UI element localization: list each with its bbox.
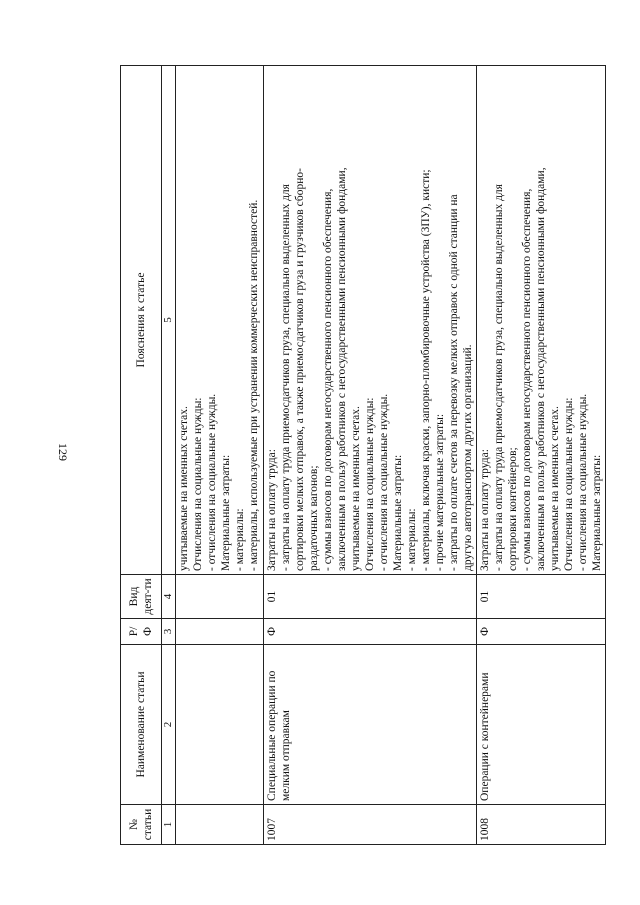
note-line: - материалы, включая краски, запорно-пломбировочные устройства (ЗПУ), кисти;	[419, 169, 432, 571]
item-notes	[476, 66, 605, 575]
header-explanations: Пояснения к статье	[121, 66, 162, 575]
item-activity-type: 01	[263, 575, 476, 619]
item-notes	[176, 66, 263, 575]
item-activity-type: 01	[476, 575, 605, 619]
cost-items-table	[120, 65, 606, 845]
header-activity-type: Вид деят-ти	[121, 575, 162, 619]
note-line: Материальные затраты:	[391, 454, 404, 571]
note-line: заключенным в пользу работников с негосударственными пенсионными фондами,	[534, 167, 547, 571]
note-line: - материалы:	[234, 508, 247, 571]
note-line: - материалы:	[405, 508, 418, 571]
table-row	[476, 66, 605, 845]
column-number: 1	[162, 805, 176, 845]
note-line: сортировки контейнеров;	[506, 447, 519, 571]
note-line: - суммы взносов по договорам негосударственного пенсионного обеспечения,	[520, 188, 533, 571]
note-line: другую автотранспортом других организаций.	[461, 344, 474, 571]
note-line: - суммы взносов по договорам негосударственного пенсионного обеспечения,	[321, 188, 334, 571]
note-line: учитываемые на именных счетах.	[349, 406, 362, 571]
column-number-row	[162, 66, 176, 845]
table-row	[176, 66, 263, 845]
note-line: сортировки мелких отправок, а также приемосдатчиков груза и грузчиков сборно-	[293, 168, 306, 571]
note-line: Отчисления на социальные нужды:	[562, 397, 575, 571]
note-line: Затраты на оплату труда:	[478, 449, 491, 571]
rotated-table-container	[120, 65, 603, 845]
note-line: Материальные затраты:	[220, 454, 233, 571]
note-line: Затраты на оплату труда:	[265, 449, 278, 571]
column-number: 5	[162, 66, 176, 575]
page-number: 129	[56, 443, 70, 461]
table-body	[176, 66, 605, 845]
note-line: - материалы, используемые при устранении коммерческих неисправностей.	[248, 199, 261, 571]
item-name: Специальные операции по мелким отправкам	[263, 645, 476, 805]
header-item-name: Наименование статьи	[121, 645, 162, 805]
note-line: - отчисления на социальные нужды.	[206, 393, 219, 571]
item-rf: Ф	[263, 619, 476, 645]
item-number: 1008	[476, 805, 605, 845]
item-rf	[176, 619, 263, 645]
column-number: 3	[162, 619, 176, 645]
note-line: раздаточных вагонов;	[307, 465, 320, 571]
header-item-number: № статьи	[121, 805, 162, 845]
item-notes	[263, 66, 476, 575]
note-line: - затраты на оплату труда приемосдатчиков груза, специально выделенных для	[492, 184, 505, 571]
table-row	[263, 66, 476, 845]
note-line: - прочие материальные затраты:	[433, 413, 446, 571]
item-name: Операции с контейнерами	[476, 645, 605, 805]
item-activity-type	[176, 575, 263, 619]
item-number	[176, 805, 263, 845]
note-line: учитываемые на именных счетах.	[548, 406, 561, 571]
column-number: 4	[162, 575, 176, 619]
header-rf: Р/ Ф	[121, 619, 162, 645]
note-line: Отчисления на социальные нужды:	[363, 397, 376, 571]
item-number: 1007	[263, 805, 476, 845]
note-line: - отчисления на социальные нужды.	[377, 393, 390, 571]
table-header-row	[121, 66, 162, 845]
note-line: - отчисления на социальные нужды.	[576, 393, 589, 571]
note-line: - затраты по оплате счетов за перевозку мелких отправок с одной станции на	[447, 194, 460, 571]
note-line: - затраты на оплату труда приемосдатчиков груза, специально выделенных для	[279, 184, 292, 571]
column-number: 2	[162, 645, 176, 805]
item-name	[176, 645, 263, 805]
item-rf: Ф	[476, 619, 605, 645]
note-line: Материальные затраты:	[590, 454, 603, 571]
note-line: заключенным в пользу работников с негосударственными пенсионными фондами,	[335, 167, 348, 571]
note-line: Отчисления на социальные нужды:	[192, 397, 205, 571]
note-line: учитываемые на именных счетах.	[178, 406, 191, 571]
